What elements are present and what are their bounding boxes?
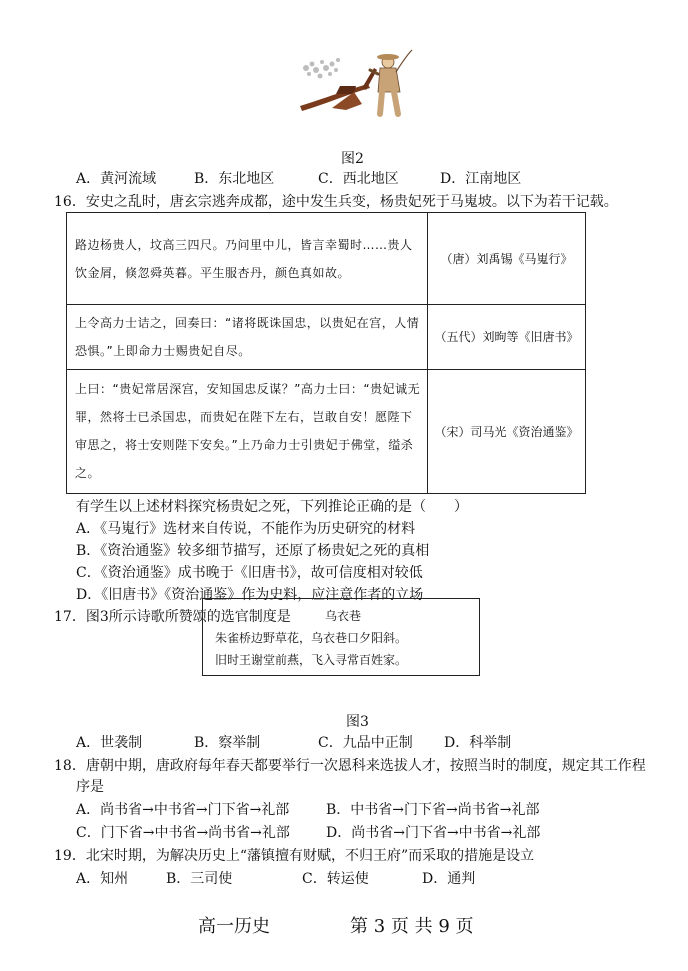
poem-title: 乌衣巷 <box>325 609 362 623</box>
q15-option-b: B．东北地区 <box>194 171 275 187</box>
q19-option-b: B．三司使 <box>166 871 233 887</box>
q15-option-c: C．西北地区 <box>318 171 399 187</box>
q19-option-a: A．知州 <box>76 871 129 887</box>
q16-option-b: B．《资治通鉴》较多细节描写，还原了杨贵妃之死的真相 <box>76 543 430 559</box>
q16-question: 有学生以上述材料探究杨贵妃之死，下列推论正确的是（ ） <box>76 499 468 515</box>
q19-option-c: C．转运使 <box>302 871 369 887</box>
figure3-caption: 图3 <box>346 714 369 730</box>
q17-option-d: D．科举制 <box>444 735 512 751</box>
q17-option-a: A．世袭制 <box>76 735 143 751</box>
table-row <box>67 213 586 305</box>
poem-figure3 <box>202 598 480 676</box>
source-cell: （唐）刘禹锡《马嵬行》 <box>428 213 586 305</box>
q16-source-table <box>66 212 586 494</box>
q16-option-c: C．《资治通鉴》成书晚于《旧唐书》，故可信度相对较低 <box>76 565 423 581</box>
plough-illustration <box>296 48 414 120</box>
q15-option-a: A．黄河流域 <box>76 171 157 187</box>
table-row <box>67 369 586 493</box>
q19-stem: 19．北宋时期，为解决历史上“藩镇擅有财赋，不归王府”而采取的措施是设立 <box>54 848 535 864</box>
poem-line-1: 朱雀桥边野草花，乌衣巷口夕阳斜。 <box>215 631 408 645</box>
table-row <box>67 305 586 369</box>
figure2-caption: 图2 <box>341 151 364 167</box>
q15-option-d: D．江南地区 <box>440 171 522 187</box>
source-cell: （五代）刘昫等《旧唐书》 <box>428 305 586 369</box>
q17-option-b: B．察举制 <box>194 735 261 751</box>
q16-option-d: D．《旧唐书》《资治通鉴》作为史料，应注意作者的立场 <box>76 587 424 603</box>
q18-option-c: C．门下省→中书省→尚书省→礼部 <box>76 825 290 841</box>
q19-option-d: D．通判 <box>422 871 476 887</box>
footer-subject: 高一历史 <box>198 916 270 937</box>
q17-stem: 17．图3所示诗歌所赞颂的选官制度是 <box>54 609 291 625</box>
q17-option-c: C．九品中正制 <box>318 735 413 751</box>
footer-page-number: 第 3 页 共 9 页 <box>350 916 474 937</box>
q18-option-d: D．尚书省→门下省→中书省→礼部 <box>326 825 541 841</box>
q18-stem-line2: 序是 <box>76 779 104 795</box>
quote-cell: 上令高力士诘之，回奏曰：“诸将既诛国忠，以贵妃在宫，人情恐惧。”上即命力士赐贵妃自尽。 <box>67 305 428 369</box>
q16-option-a: A．《马嵬行》选材来自传说，不能作为历史研究的材料 <box>76 521 416 537</box>
q18-option-b: B．中书省→门下省→尚书省→礼部 <box>326 802 540 818</box>
q18-option-a: A．尚书省→中书省→门下省→礼部 <box>76 802 290 818</box>
q18-stem-line1: 18．唐朝中期，唐政府每年春天都要举行一次恩科来选拔人才，按照当时的制度，规定其工作程 <box>54 758 646 774</box>
q16-stem: 16．安史之乱时，唐玄宗逃奔成都，途中发生兵变，杨贵妃死于马嵬坡。以下为若干记载。 <box>54 194 618 210</box>
quote-cell: 上曰：“贵妃常居深宫，安知国忠反谋？”高力士曰：“贵妃诚无罪，然将士已杀国忠，而贵妃在陛下左右，岂敢自安！愿陛下审思之，将士安则陛下安矣。”上乃命力士引贵妃于佛堂，缢杀之。 <box>67 369 428 493</box>
quote-cell: 路边杨贵人，坟高三四尺。乃问里中儿，皆言幸蜀时……贵人饮金屑，倏忽舜英暮。平生服杏丹，颜色真如故。 <box>67 213 428 305</box>
poem-line-2: 旧时王谢堂前燕，飞入寻常百姓家。 <box>215 653 408 667</box>
source-cell: （宋）司马光《资治通鉴》 <box>428 369 586 493</box>
